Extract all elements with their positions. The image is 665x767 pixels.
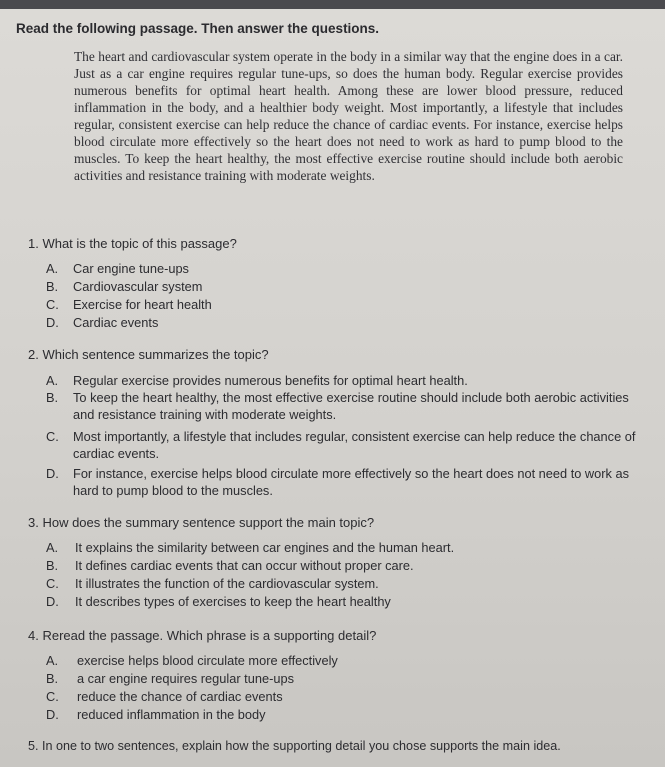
choice-text: Cardiovascular system bbox=[73, 279, 203, 294]
choice-label: C. bbox=[46, 429, 59, 444]
choice-label: B. bbox=[46, 558, 59, 573]
reading-passage: The heart and cardiovascular system operate in the body in a similar way that the engine does in a car. Just as a car engine requires regular tune-ups, so does the human body. Regular exercise provides numerous benefits for optimal heart health. Among these are lower blood pressure, reduced inflammation in the body, and a healthier body weight. Most importantly, a lifestyle that includes regular, consistent exercise can help reduce the chance of cardiac events. For instance, exercise helps blood circulate more effectively so the heart does not need to work as hard to pump blood to the muscles. To keep the heart healthy, the most effective exercise routine should include both aerobic activities and resistance training with moderate weights. bbox=[74, 49, 623, 183]
choice-text: reduce the chance of cardiac events bbox=[77, 689, 283, 704]
instructions-heading: Read the following passage. Then answer the questions. bbox=[16, 21, 380, 36]
choice-text: It explains the similarity between car engines and the human heart. bbox=[75, 540, 455, 555]
choice-label: C. bbox=[46, 576, 59, 591]
choice-label: D. bbox=[46, 594, 59, 609]
choice-text: exercise helps blood circulate more effectively bbox=[77, 653, 338, 668]
choice-label: A. bbox=[46, 653, 59, 668]
choice-text: For instance, exercise helps blood circulate more effectively so the heart does not need to work as hard to pump blood to the muscles. bbox=[73, 466, 630, 498]
choice-text: a car engine requires regular tune-ups bbox=[77, 671, 294, 686]
top-edge-bar bbox=[0, 0, 665, 9]
question-3-text: 3. How does the summary sentence support the main topic? bbox=[28, 515, 375, 530]
choice-text: Most importantly, a lifestyle that includes regular, consistent exercise can help reduce the chance of cardiac events. bbox=[73, 429, 636, 461]
choice-label: A. bbox=[46, 540, 59, 555]
question-4-text: 4. Reread the passage. Which phrase is a supporting detail? bbox=[28, 628, 377, 643]
choice-label: A. bbox=[46, 373, 59, 388]
choice-label: D. bbox=[46, 466, 59, 481]
choice-label: C. bbox=[46, 689, 59, 704]
choice-text: Regular exercise provides numerous benefits for optimal heart health. bbox=[73, 373, 468, 388]
choice-label: D. bbox=[46, 707, 59, 722]
choice-text: It illustrates the function of the cardiovascular system. bbox=[75, 576, 379, 591]
choice-label: B. bbox=[46, 671, 59, 686]
choice-text: Cardiac events bbox=[73, 315, 159, 330]
choice-label: B. bbox=[46, 390, 59, 405]
choice-label: A. bbox=[46, 261, 59, 276]
question-1-text: 1. What is the topic of this passage? bbox=[28, 236, 237, 251]
choice-text: It describes types of exercises to keep the heart healthy bbox=[75, 594, 391, 609]
choice-text: reduced inflammation in the body bbox=[77, 707, 266, 722]
choice-text: It defines cardiac events that can occur without proper care. bbox=[75, 558, 414, 573]
choice-text: To keep the heart healthy, the most effective exercise routine should include both aerobic activities and resistance training with moderate weights. bbox=[73, 390, 629, 422]
choice-text: Car engine tune-ups bbox=[73, 261, 189, 276]
choice-text: Exercise for heart health bbox=[73, 297, 212, 312]
question-2-text: 2. Which sentence summarizes the topic? bbox=[28, 347, 269, 362]
choice-label: D. bbox=[46, 315, 59, 330]
question-5-text: 5. In one to two sentences, explain how the supporting detail you chose supports the main idea. bbox=[28, 739, 561, 753]
choice-label: B. bbox=[46, 279, 59, 294]
choice-label: C. bbox=[46, 297, 59, 312]
